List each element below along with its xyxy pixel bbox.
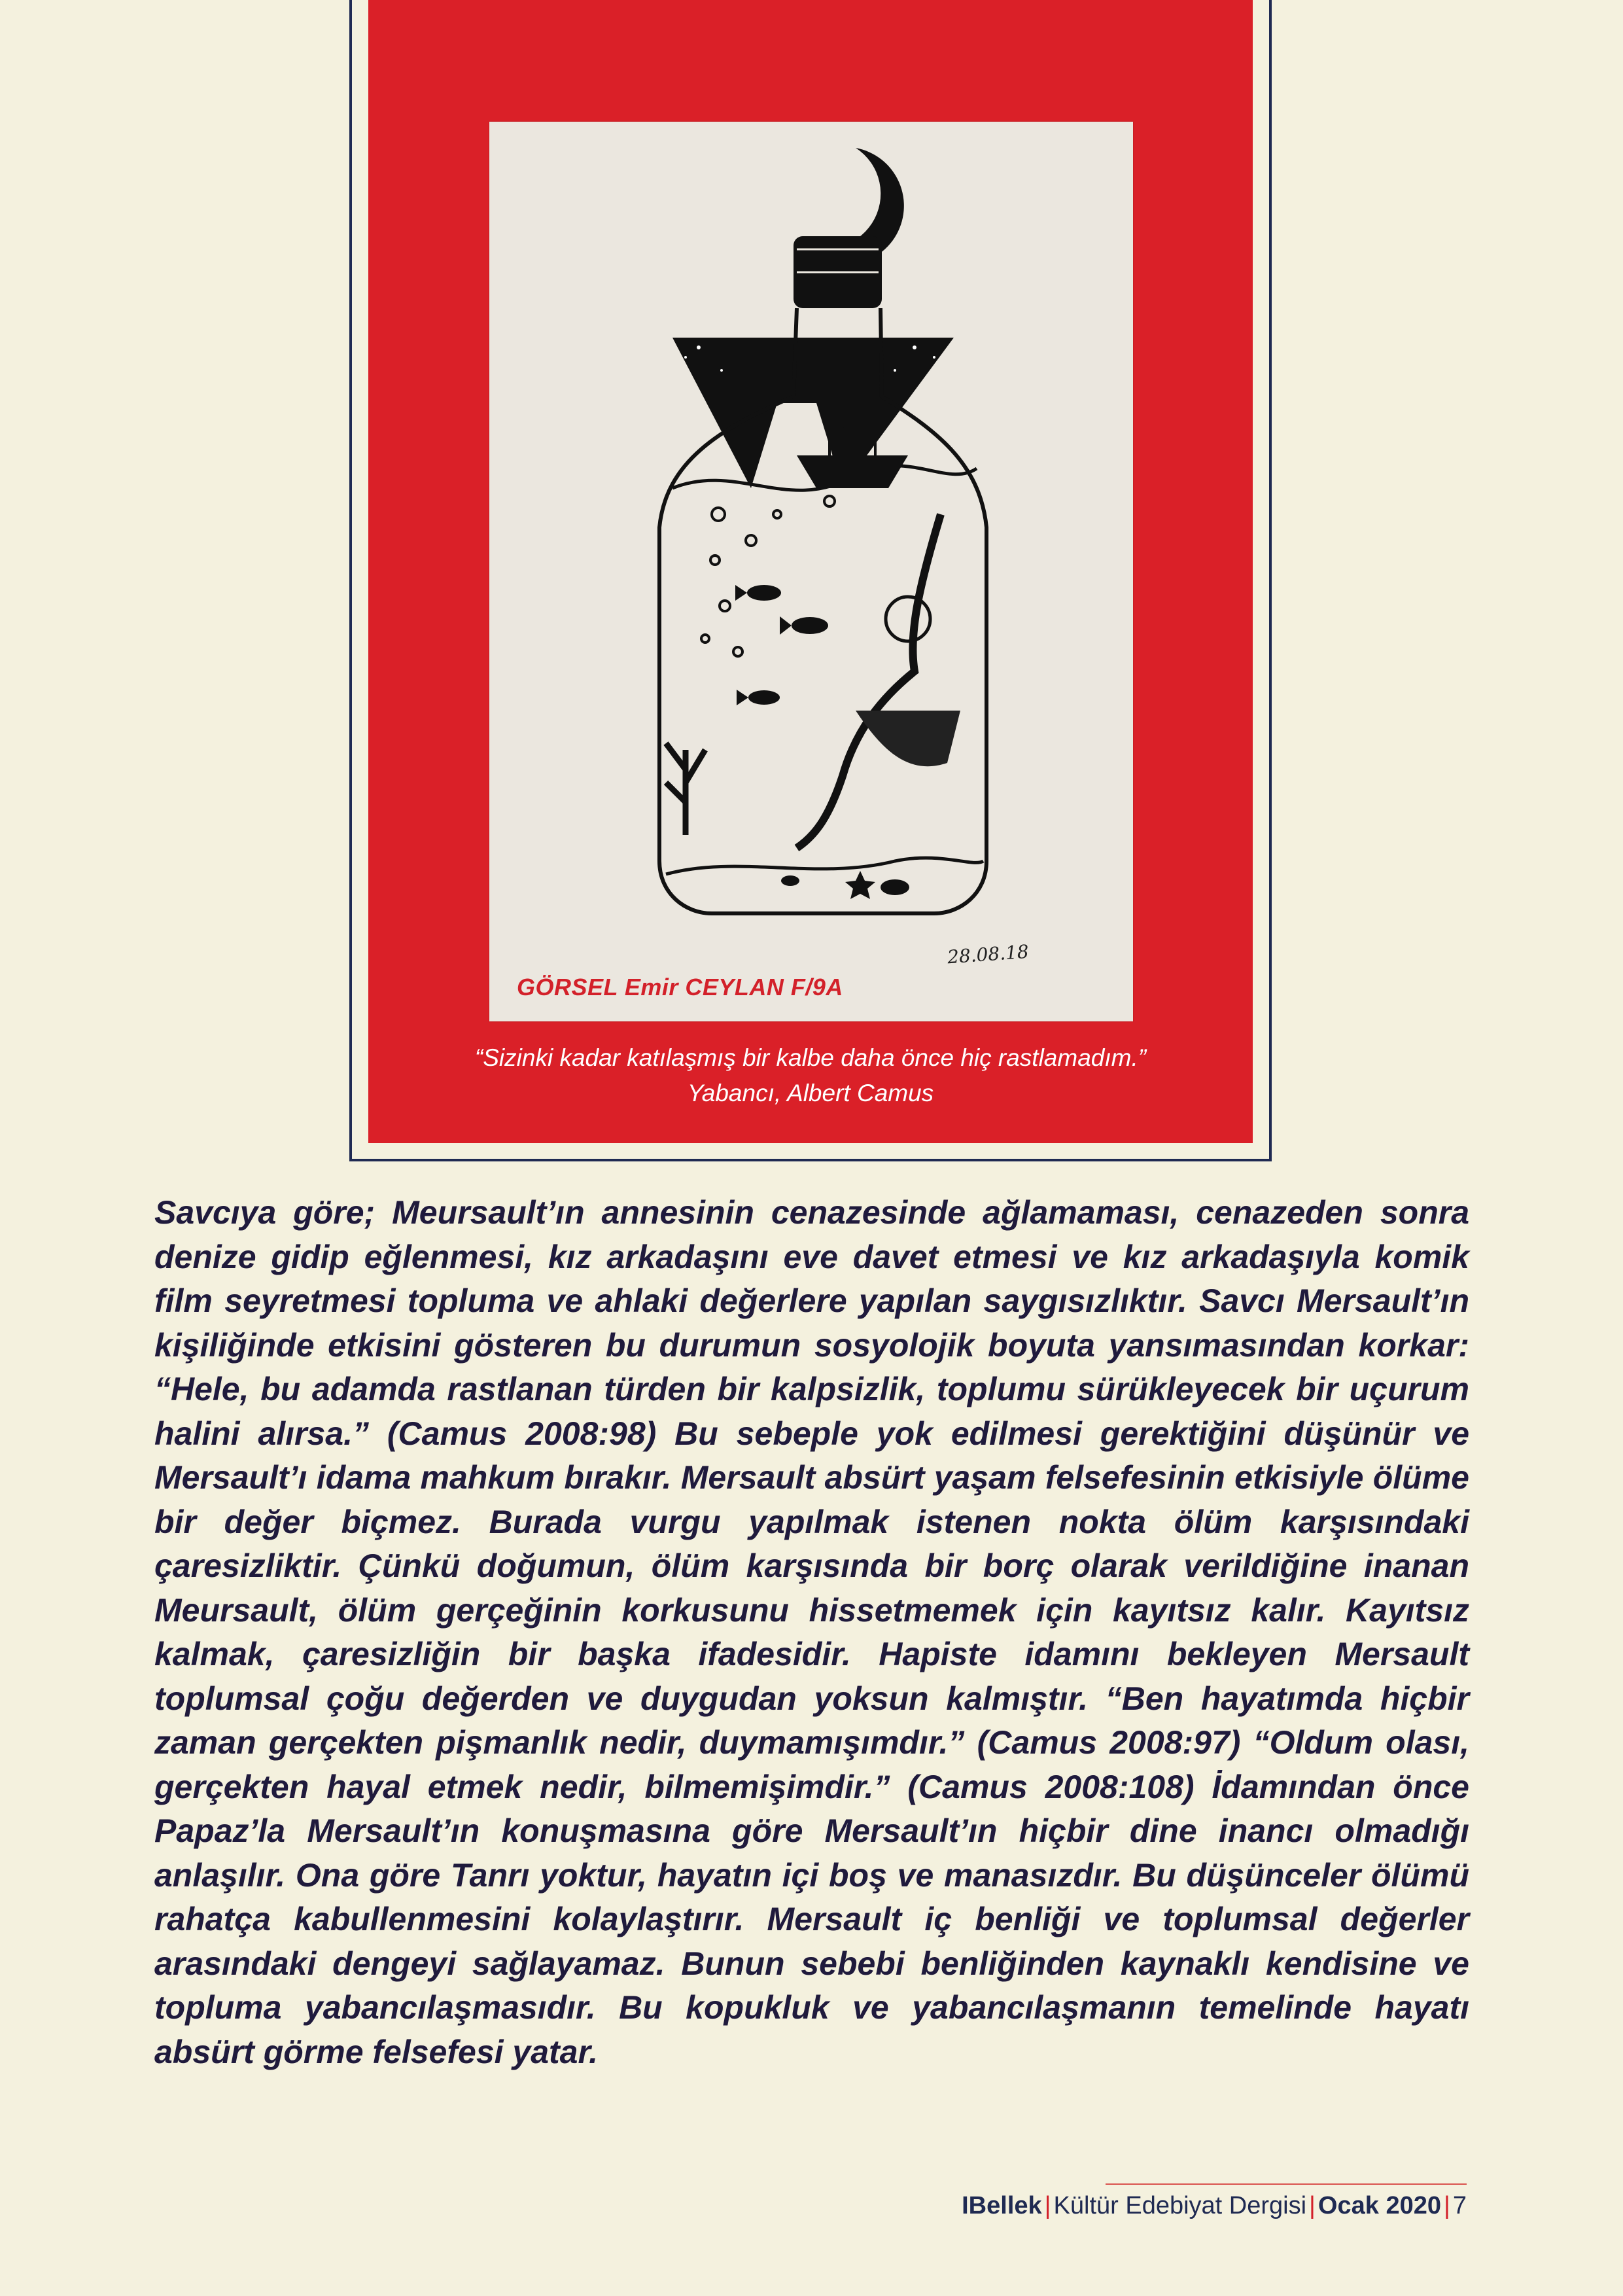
image-credit-caption: GÖRSEL Emir CEYLAN F/9A	[517, 974, 843, 1000]
article-paragraph: Savcıya göre; Meursault’ın annesinin cenazesinde ağlamaması, cenazeden sonra denize gidip eğlenmesi, kız arkadaşını eve davet etmesi ve kız arkadaşıyla komik film seyretmesi topluma ve ahlaki değerlere yapılan saygısızlıktır. Savcı Mersault’ın kişiliğinde etkisini gösteren bu durumun sosyolojik boyuta yansımasından korkar: “Hele, bu adamda rastlanan türden bir kalpsizlik, toplumu sürükleyecek bir uçurum halini alırsa.” (Camus 2008:98) Bu sebeple yok edilmesi gerektiğini düşünür ve Mersault’ı idama mahkum bırakır. Mersault absürt yaşam felsefesinin etkisiyle ölüme bir değer biçmez. Burada vurgu yapılmak istenen nokta ölüm karşısındaki çaresizliktir. Çünkü doğumun, ölüm karşısında bir borç olarak verildiğine inanan Meursault, ölüm gerçeğinin korkusunu hissetmemek için kayıtsız kalır. Kayıtsız kalmak, çaresizliğin bir başka ifadesidir. Hapiste idamını bekleyen Mersault toplumsal çoğu değerden ve duygudan yoksun kalmıştır. “Ben hayatımda hiçbir zaman gerçekten pişmanlık nedir, duymamışımdır.” (Camus 2008:97) “Oldum olası, gerçekten hayal etmek nedir, bilmemişimdir.” (Camus 2008:108) İdamından önce Papaz’la Mersault’ın konuşmasına göre Mersault’ın hiçbir dine inancı olmadığı anlaşılır. Ona göre Tanrı yoktur, hayatın içi boş ve manasızdır. Bu düşünceler ölümü rahatça kabullenmesini kolaylaştırır. Mersault iç benliği ve toplumsal değerler arasındaki dengeyi sağlayamaz. Bunun sebebi benliğinden kaynaklı kendisine ve topluma yabancılaşmasıdır. Bu kopukluk ve yabancılaşmanın temelinde hayatı absürt görme felsefesi yatar.	[154, 1194, 1469, 2070]
footer-separator: |	[1443, 2192, 1450, 2219]
magazine-name: IBellek	[962, 2192, 1042, 2219]
footer-divider	[1106, 2183, 1467, 2185]
quote-text: “Sizinki kadar katılaşmış bir kalbe daha önce hiç rastlamadım.”	[474, 1044, 1147, 1071]
page-footer	[962, 2192, 1467, 2220]
quote-source: Yabancı, Albert Camus	[687, 1080, 934, 1106]
artwork-date: 28.08.18	[947, 940, 1030, 968]
footer-separator: |	[1309, 2192, 1316, 2219]
page-number: 7	[1452, 2192, 1467, 2219]
artwork-drawing	[489, 122, 1133, 1021]
bottle-illustration	[489, 122, 1133, 1021]
footer-separator: |	[1044, 2192, 1051, 2219]
magazine-subtitle: Kültür Edebiyat Dergisi	[1053, 2192, 1307, 2219]
issue-date: Ocak 2020	[1318, 2192, 1441, 2219]
